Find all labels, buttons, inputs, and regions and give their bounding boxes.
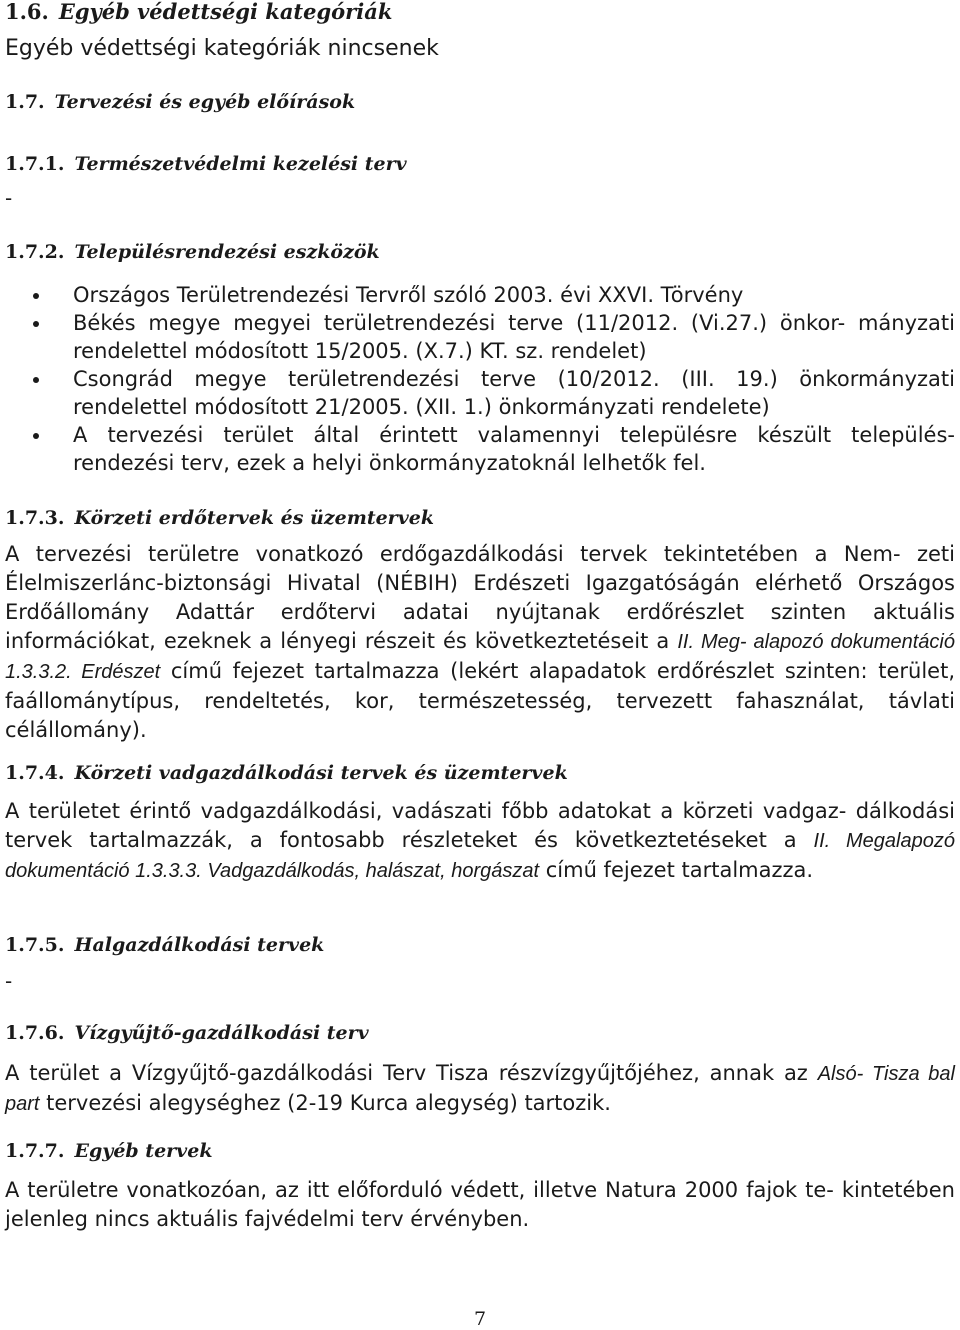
heading-1-7-7: [5, 1139, 212, 1163]
heading-number: 1.7.1.: [5, 153, 65, 175]
paragraph-1-7-3: [5, 540, 955, 745]
list-item: [5, 365, 955, 421]
heading-1-7-6: [5, 1021, 369, 1045]
heading-1-7-4: [5, 761, 568, 785]
heading-number: 1.7.2.: [5, 241, 65, 263]
heading-number: 1.7.7.: [5, 1140, 65, 1162]
document-reference: II. Megalapozó dokumentáció 1.3.3.3. Vadgazdálkodás, halászat, horgászat: [5, 830, 955, 882]
heading-1-7-1: [5, 152, 407, 176]
heading-number: 1.7.: [5, 91, 45, 113]
heading-title: Körzeti vadgazdálkodási tervek és üzemtervek: [74, 762, 568, 784]
heading-title: Vízgyűjtő-gazdálkodási terv: [74, 1022, 369, 1044]
paragraph-1-6: Egyéb védettségi kategóriák nincsenek: [5, 36, 439, 61]
list-item: [5, 421, 955, 477]
bullet-list-1-7-2: [5, 281, 955, 477]
heading-number: 1.7.5.: [5, 934, 65, 956]
plan-unit-reference: Alsó- Tisza bal part: [5, 1063, 955, 1115]
list-item: [5, 281, 955, 309]
heading-number: 1.7.4.: [5, 762, 65, 784]
heading-title: Településrendezési eszközök: [74, 241, 380, 263]
heading-title: Egyéb tervek: [74, 1140, 213, 1162]
page-number: 7: [473, 1308, 487, 1330]
paragraph-text: A terület a Vízgyűjtő-gazdálkodási Terv Tisza részvízgyűjtőjéhez, annak az: [5, 1061, 818, 1085]
paragraph-1-7-4: [5, 797, 955, 886]
paragraph-text: A tervezési területre vonatkozó erdőgazdálkodási tervek tekintetében a Nem- zeti Élelmiszerlánc-biztonsági Hivatal (NÉBIH) Erdészeti Igazgatóságán elérhető Országos Erdőállomány Adattár erdőtervi adatai nyújtanak erdőrészlet szinten aktuális információkat, ezeknek a lényegi részeit és következtetéseit a: [5, 542, 955, 653]
list-item-text: Országos Területrendezési Tervről szóló 2003. évi XXVI. Törvény: [73, 283, 744, 307]
paragraph-text: tervezési alegységhez (2-19 Kurca alegység) tartozik.: [39, 1091, 611, 1115]
heading-number: 1.6.: [5, 0, 49, 24]
paragraph-1-7-5: -: [5, 969, 13, 993]
heading-1-7-3: [5, 506, 434, 530]
heading-1-7-5: [5, 933, 324, 957]
bullet-dot: [33, 321, 39, 327]
bullet-dot: [33, 293, 39, 299]
heading-number: 1.7.3.: [5, 507, 65, 529]
list-item-text: Békés megye megyei területrendezési terve (11/2012. (Vi.27.) önkor- mányzati rendelettel módosított 15/2005. (X.7.) KT. sz. rendelet): [73, 311, 955, 363]
heading-1-6: [5, 0, 392, 24]
paragraph-text: című fejezet tartalmazza (lekért alapadatok erdőrészlet szinten: terület, faállománytípus, rendeltetés, kor, természetesség, tervezett fahasználat, távlati célállomány).: [5, 659, 956, 742]
heading-title: Halgazdálkodási tervek: [74, 934, 325, 956]
heading-title: Körzeti erdőtervek és üzemtervek: [74, 507, 434, 529]
heading-title: Természetvédelmi kezelési terv: [74, 153, 407, 175]
paragraph-text: című fejezet tartalmazza.: [539, 858, 814, 882]
bullet-dot: [33, 377, 39, 383]
heading-1-7: [5, 90, 355, 114]
document-reference: II. Meg- alapozó dokumentáció 1.3.3.2. Erdészet: [5, 631, 955, 683]
paragraph-1-7-7: A területre vonatkozóan, az itt előforduló védett, illetve Natura 2000 fajok te- kintetében jelenleg nincs aktuális fajvédelmi terv érvényben.: [5, 1178, 955, 1231]
paragraph-1-7-6: [5, 1059, 955, 1119]
heading-number: 1.7.6.: [5, 1022, 65, 1044]
list-item: [5, 309, 955, 365]
list-item-text: A tervezési terület által érintett valamennyi településre készült település- rendezési terv, ezek a helyi önkormányzatoknál lelhetők fel.: [73, 423, 955, 475]
heading-title: Egyéb védettségi kategóriák: [58, 0, 393, 24]
bullet-dot: [33, 433, 39, 439]
heading-title: Tervezési és egyéb előírások: [54, 91, 356, 113]
paragraph-text: A területet érintő vadgazdálkodási, vadászati főbb adatokat a körzeti vadgaz- dálkodási tervek tartalmazzák, a fontosabb részleteket és következtetéseket a: [5, 799, 955, 852]
heading-1-7-2: [5, 240, 380, 264]
paragraph-1-7-1: -: [5, 186, 13, 210]
list-item-text: Csongrád megye területrendezési terve (10/2012. (III. 19.) önkormányzati rendelettel módosított 21/2005. (XII. 1.) önkormányzati rendelete): [73, 367, 955, 419]
